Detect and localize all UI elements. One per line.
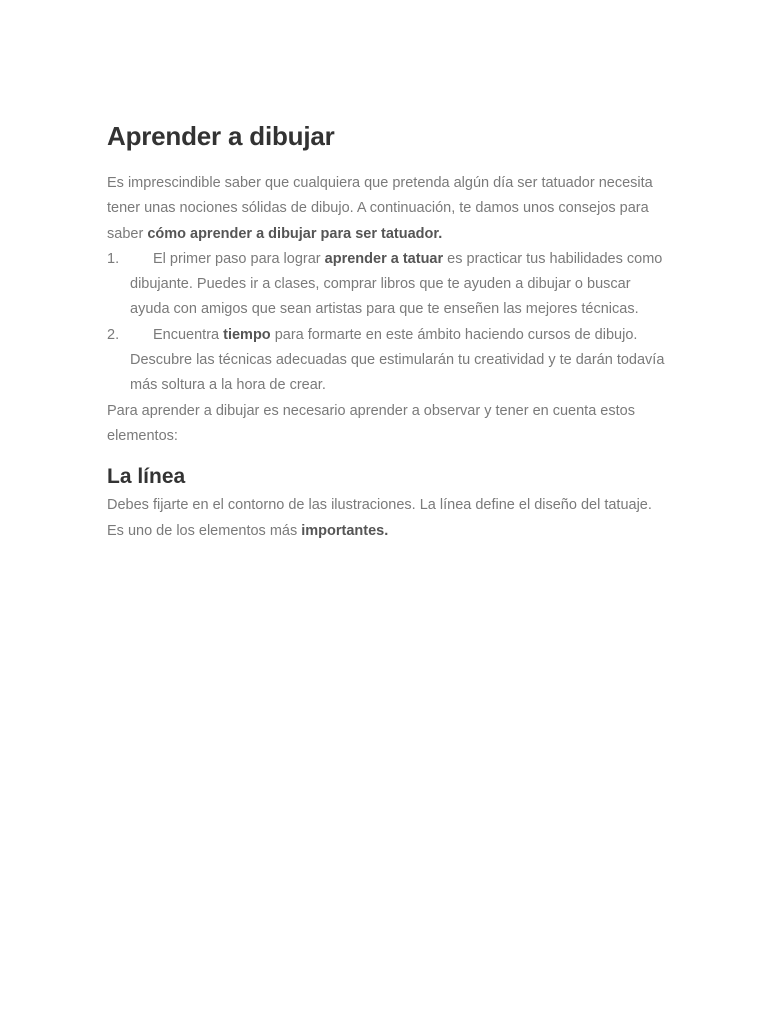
list-item-text: es practicar tus habilidades como dibujante. Puedes ir a clases, comprar libros que te ayuden a dibujar o buscar ayuda con amigos que sean artistas para que te enseñen las mejores técnicas.	[130, 250, 663, 318]
list-item-bold-text: aprender a tatuar	[324, 250, 444, 267]
list-item-number: 2.	[107, 326, 120, 343]
list-item	[107, 247, 667, 323]
list-item-text: para formarte en este ámbito haciendo cursos de dibujo. Descubre las técnicas adecuadas que estimularán tu creatividad y te darán todavía más soltura a la hora de crear.	[130, 326, 665, 394]
section-paragraph	[107, 493, 667, 544]
list-item-number: 1.	[107, 250, 120, 267]
intro-bold-text: cómo aprender a dibujar para ser tatuador.	[147, 225, 443, 242]
list-item	[107, 323, 667, 399]
section-heading: La línea	[107, 465, 186, 489]
section-bold-text: importantes.	[301, 522, 389, 539]
intro-paragraph	[107, 171, 667, 247]
document-page	[107, 116, 667, 544]
intro-text: Es imprescindible saber que cualquiera que pretenda algún día ser tatuador necesita tener unas nociones sólidas de dibujo. A continuación, te damos unos consejos para saber	[107, 175, 653, 242]
tips-list	[107, 247, 667, 399]
list-item-text: El primer paso para lograr	[153, 250, 325, 267]
outro-paragraph: Para aprender a dibujar es necesario aprender a observar y tener en cuenta estos elementos:	[107, 402, 635, 444]
page-title: Aprender a dibujar	[107, 121, 335, 151]
section-text: Debes fijarte en el contorno de las ilustraciones. La línea define el diseño del tatuaje. Es uno de los elementos más	[107, 497, 652, 539]
list-item-text: Encuentra	[153, 326, 224, 343]
list-item-bold-text: tiempo	[223, 326, 271, 343]
